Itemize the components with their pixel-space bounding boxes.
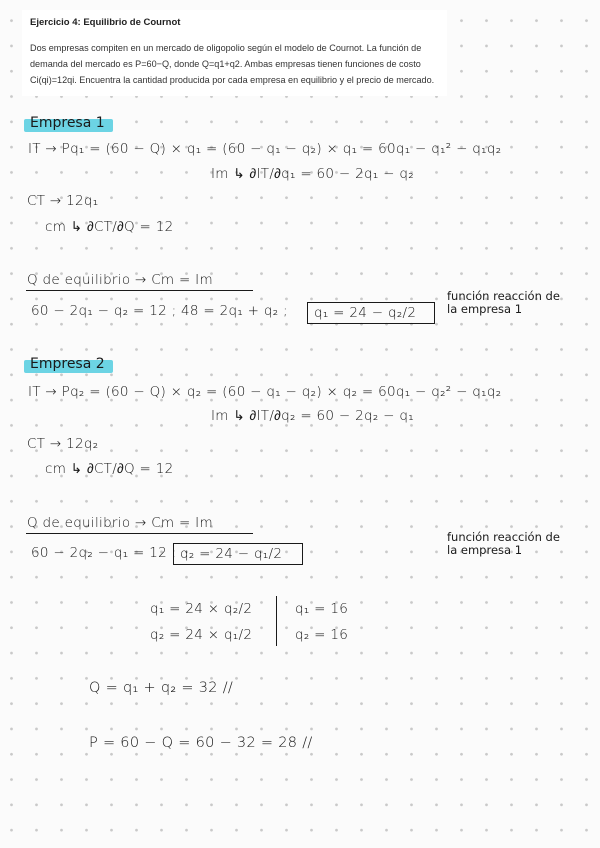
market-price: P = 60 − Q = 60 − 32 = 28 // (89, 735, 313, 751)
empresa1-ct-equation: CT → 12q₁ (27, 193, 99, 209)
empresa2-im-equation: Im ↳ ∂IT/∂q₂ = 60 − 2q₂ − q₁ (211, 408, 414, 424)
empresa2-equation: 60 − 2q₂ − q₁ = 12 ; (31, 545, 177, 561)
total-quantity: Q = q₁ + q₂ = 32 // (89, 680, 234, 696)
empresa2-result: q₂ = 24 − q₁/2 (180, 546, 283, 562)
problem-text: Dos empresas compiten en un mercado de oligopolio según el modelo de Cournot. La función de demanda del mercado es P=60−Q, donde Q=q1+q2. Ambas empresas tienen funciones de costo Ci(qi)=12qi. Encuentra la cantidad producida por cada empresa en equilibrio y el precio de mercado. (30, 43, 435, 86)
system-result-2: q₂ = 16 (295, 627, 349, 643)
empresa1-underline (26, 290, 253, 291)
problem-title: Ejercicio 4: Equilibrio de Cournot (30, 17, 181, 28)
empresa2-heading: Empresa 2 (24, 357, 113, 372)
empresa2-ct-equation: CT → 12q₂ (27, 436, 99, 452)
empresa1-result: q₁ = 24 − q₂/2 (314, 305, 417, 321)
empresa2-note (447, 531, 560, 557)
empresa2-note-line2: la empresa 1 (447, 543, 523, 557)
empresa2-note-line1: función reacción de (447, 530, 560, 544)
empresa2-it-equation: IT → Pq₂ = (60 − Q) × q₂ = (60 − q₁ − q₂) × q₂ = 60q₁ − q₂² − q₁q₂ (28, 384, 502, 400)
empresa1-heading: Empresa 1 (24, 116, 113, 131)
empresa2-cm-equation: cm ↳ ∂CT/∂Q = 12 (45, 461, 174, 477)
system-result-1: q₁ = 16 (295, 601, 349, 617)
system-separator (276, 596, 277, 646)
empresa1-it-equation: IT → Pq₁ = (60 − Q) × q₁ = (60 − q₁ − q₂) × q₁ = 60q₁ − q₁² − q₁q₂ (28, 141, 502, 157)
empresa1-note-line1: función reacción de (447, 289, 560, 303)
empresa1-note-line2: la empresa 1 (447, 302, 523, 316)
empresa1-cm-equation: cm ↳ ∂CT/∂Q = 12 (45, 219, 174, 235)
empresa2-underline (26, 533, 253, 534)
empresa1-im-equation: Im ↳ ∂IT/∂q₁ = 60 − 2q₁ − q₂ (211, 166, 414, 182)
empresa1-equilibrium-heading: Q de equilibrio → Cm = Im (27, 272, 213, 288)
empresa1-note (447, 290, 560, 316)
empresa1-equation: 60 − 2q₁ − q₂ = 12 ; 48 = 2q₁ + q₂ ; (31, 303, 288, 319)
system-equation-2: q₂ = 24 × q₁/2 (150, 627, 253, 643)
problem-statement (22, 10, 447, 96)
empresa2-equilibrium-heading: Q de equilibrio → Cm = Im (27, 515, 213, 531)
system-equation-1: q₁ = 24 × q₂/2 (150, 601, 253, 617)
